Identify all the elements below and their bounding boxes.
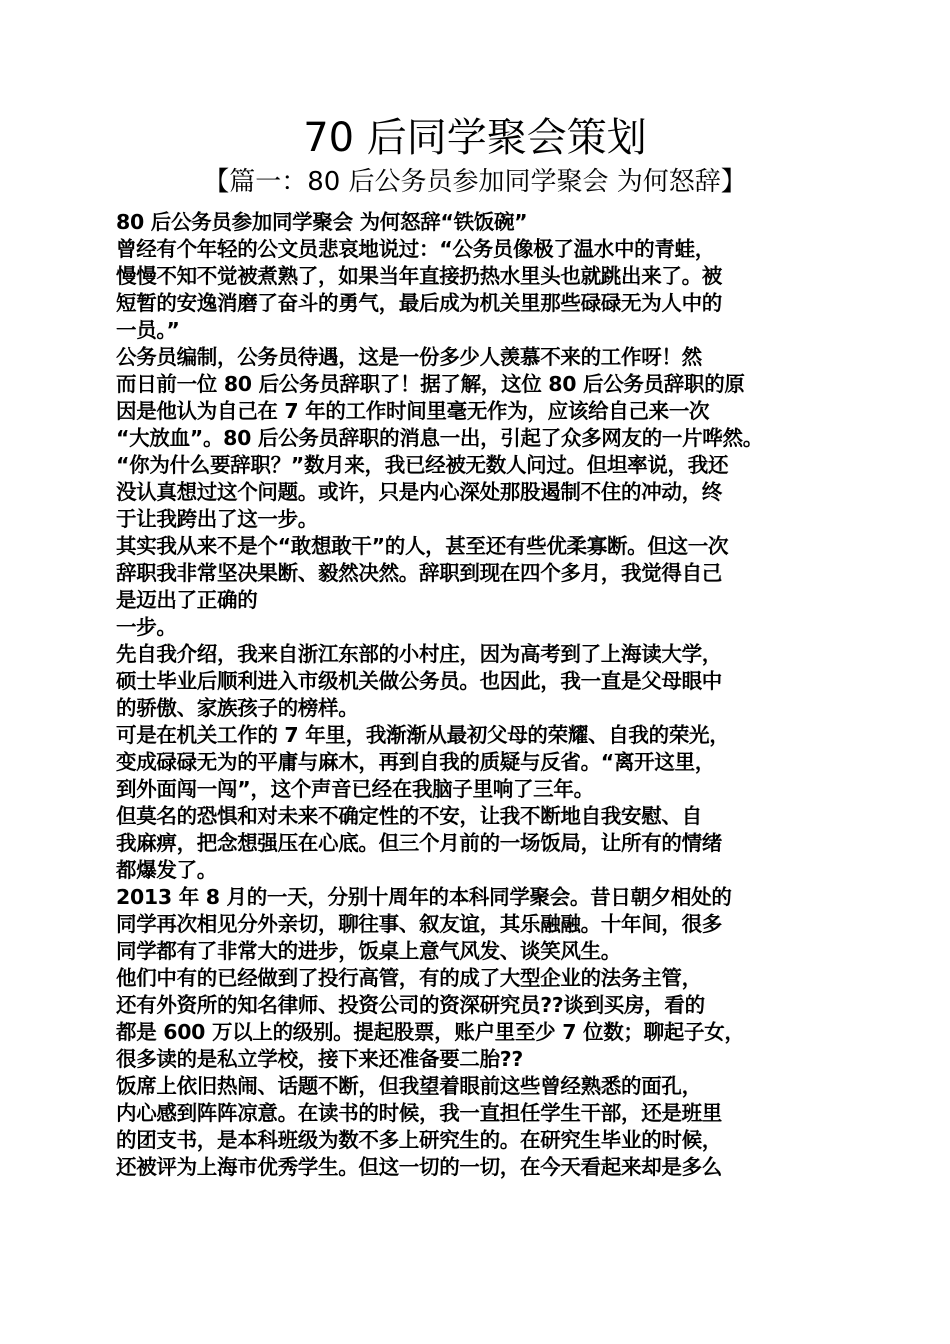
text-line: 先自我介绍，我来自浙江东部的小村庄，因为高考到了上海读大学，	[116, 642, 722, 666]
text-line: 是迈出了正确的	[116, 588, 258, 612]
text-line: 于让我跨出了这一步。	[116, 507, 318, 531]
text-line: 80 后公务员参加同学聚会 为何怒辞“铁饭碗”	[116, 210, 528, 234]
text-line: 但莫名的恐惧和对未来不确定性的不安，让我不断地自我安慰、自	[116, 804, 702, 828]
text-line: “你为什么要辞职？”数月来，我已经被无数人问过。但坦率说，我还	[116, 453, 729, 477]
text-line: 内心感到阵阵凉意。在读书的时候，我一直担任学生干部，还是班里	[116, 1101, 722, 1125]
text-line: 一步。	[116, 615, 177, 639]
text-line: 都是 600 万以上的级别。提起股票，账户里至少 7 位数；聊起子女，	[116, 1020, 745, 1044]
text-line: 短暂的安逸消磨了奋斗的勇气，最后成为机关里那些碌碌无为人中的	[116, 291, 722, 315]
text-line: 都爆发了。	[116, 858, 217, 882]
text-line: 很多读的是私立学校，接下来还准备要二胎??	[116, 1047, 523, 1071]
text-line: 还有外资所的知名律师、投资公司的资深研究员??谈到买房，看的	[116, 993, 705, 1017]
text-line: 的骄傲、家族孩子的榜样。	[116, 696, 359, 720]
text-line: 没认真想过这个问题。或许，只是内心深处那股遏制不住的冲动，终	[116, 480, 722, 504]
text-line: 而日前一位 80 后公务员辞职了！据了解，这位 80 后公务员辞职的原	[116, 372, 745, 396]
text-line: 公务员编制，公务员待遇，这是一份多少人羡慕不来的工作呀！然	[116, 345, 702, 369]
text-line: 变成碌碌无为的平庸与麻木，再到自我的质疑与反省。“离开这里，	[116, 750, 715, 774]
document-title: 70 后同学聚会策划	[303, 115, 647, 161]
text-line: 曾经有个年轻的公文员悲哀地说过：“公务员像极了温水中的青蛙，	[116, 237, 715, 261]
text-line: 同学都有了非常大的进步，饭桌上意气风发、谈笑风生。	[116, 939, 621, 963]
text-line: 同学再次相见分外亲切，聊往事、叙友谊，其乐融融。十年间，很多	[116, 912, 722, 936]
text-line: 饭席上依旧热闹、话题不断，但我望着眼前这些曾经熟悉的面孔，	[116, 1074, 702, 1098]
text-line: 2013 年 8 月的一天，分别十周年的本科同学聚会。昔日朝夕相处的	[116, 885, 732, 909]
article-body	[116, 209, 844, 1181]
text-line: 其实我从来不是个“敢想敢干”的人，甚至还有些优柔寡断。但这一次	[116, 534, 729, 558]
text-line: 到外面闯一闯”，这个声音已经在我脑子里响了三年。	[116, 777, 594, 801]
text-line: 慢慢不知不觉被煮熟了，如果当年直接扔热水里头也就跳出来了。被	[116, 264, 722, 288]
text-line: 因是他认为自己在 7 年的工作时间里毫无作为，应该给自己来一次	[116, 399, 710, 423]
text-line: 硕士毕业后顺利进入市级机关做公务员。也因此，我一直是父母眼中	[116, 669, 722, 693]
text-line: 可是在机关工作的 7 年里，我渐渐从最初父母的荣耀、自我的荣光，	[116, 723, 730, 747]
text-line: 辞职我非常坚决果断、毅然决然。辞职到现在四个多月，我觉得自己	[116, 561, 722, 585]
text-line: 他们中有的已经做到了投行高管，有的成了大型企业的法务主管，	[116, 966, 702, 990]
text-line: 还被评为上海市优秀学生。但这一切的一切，在今天看起来却是多么	[116, 1155, 722, 1179]
document-subtitle: 【篇一：80 后公务员参加同学聚会 为何怒辞】	[203, 167, 747, 197]
text-line: 我麻痹，把念想强压在心底。但三个月前的一场饭局，让所有的情绪	[116, 831, 722, 855]
text-line: “大放血”。80 后公务员辞职的消息一出，引起了众多网友的一片哗然。	[116, 426, 763, 450]
text-line: 一员。”	[116, 318, 180, 342]
text-line: 的团支书，是本科班级为数不多上研究生的。在研究生毕业的时候，	[116, 1128, 722, 1152]
